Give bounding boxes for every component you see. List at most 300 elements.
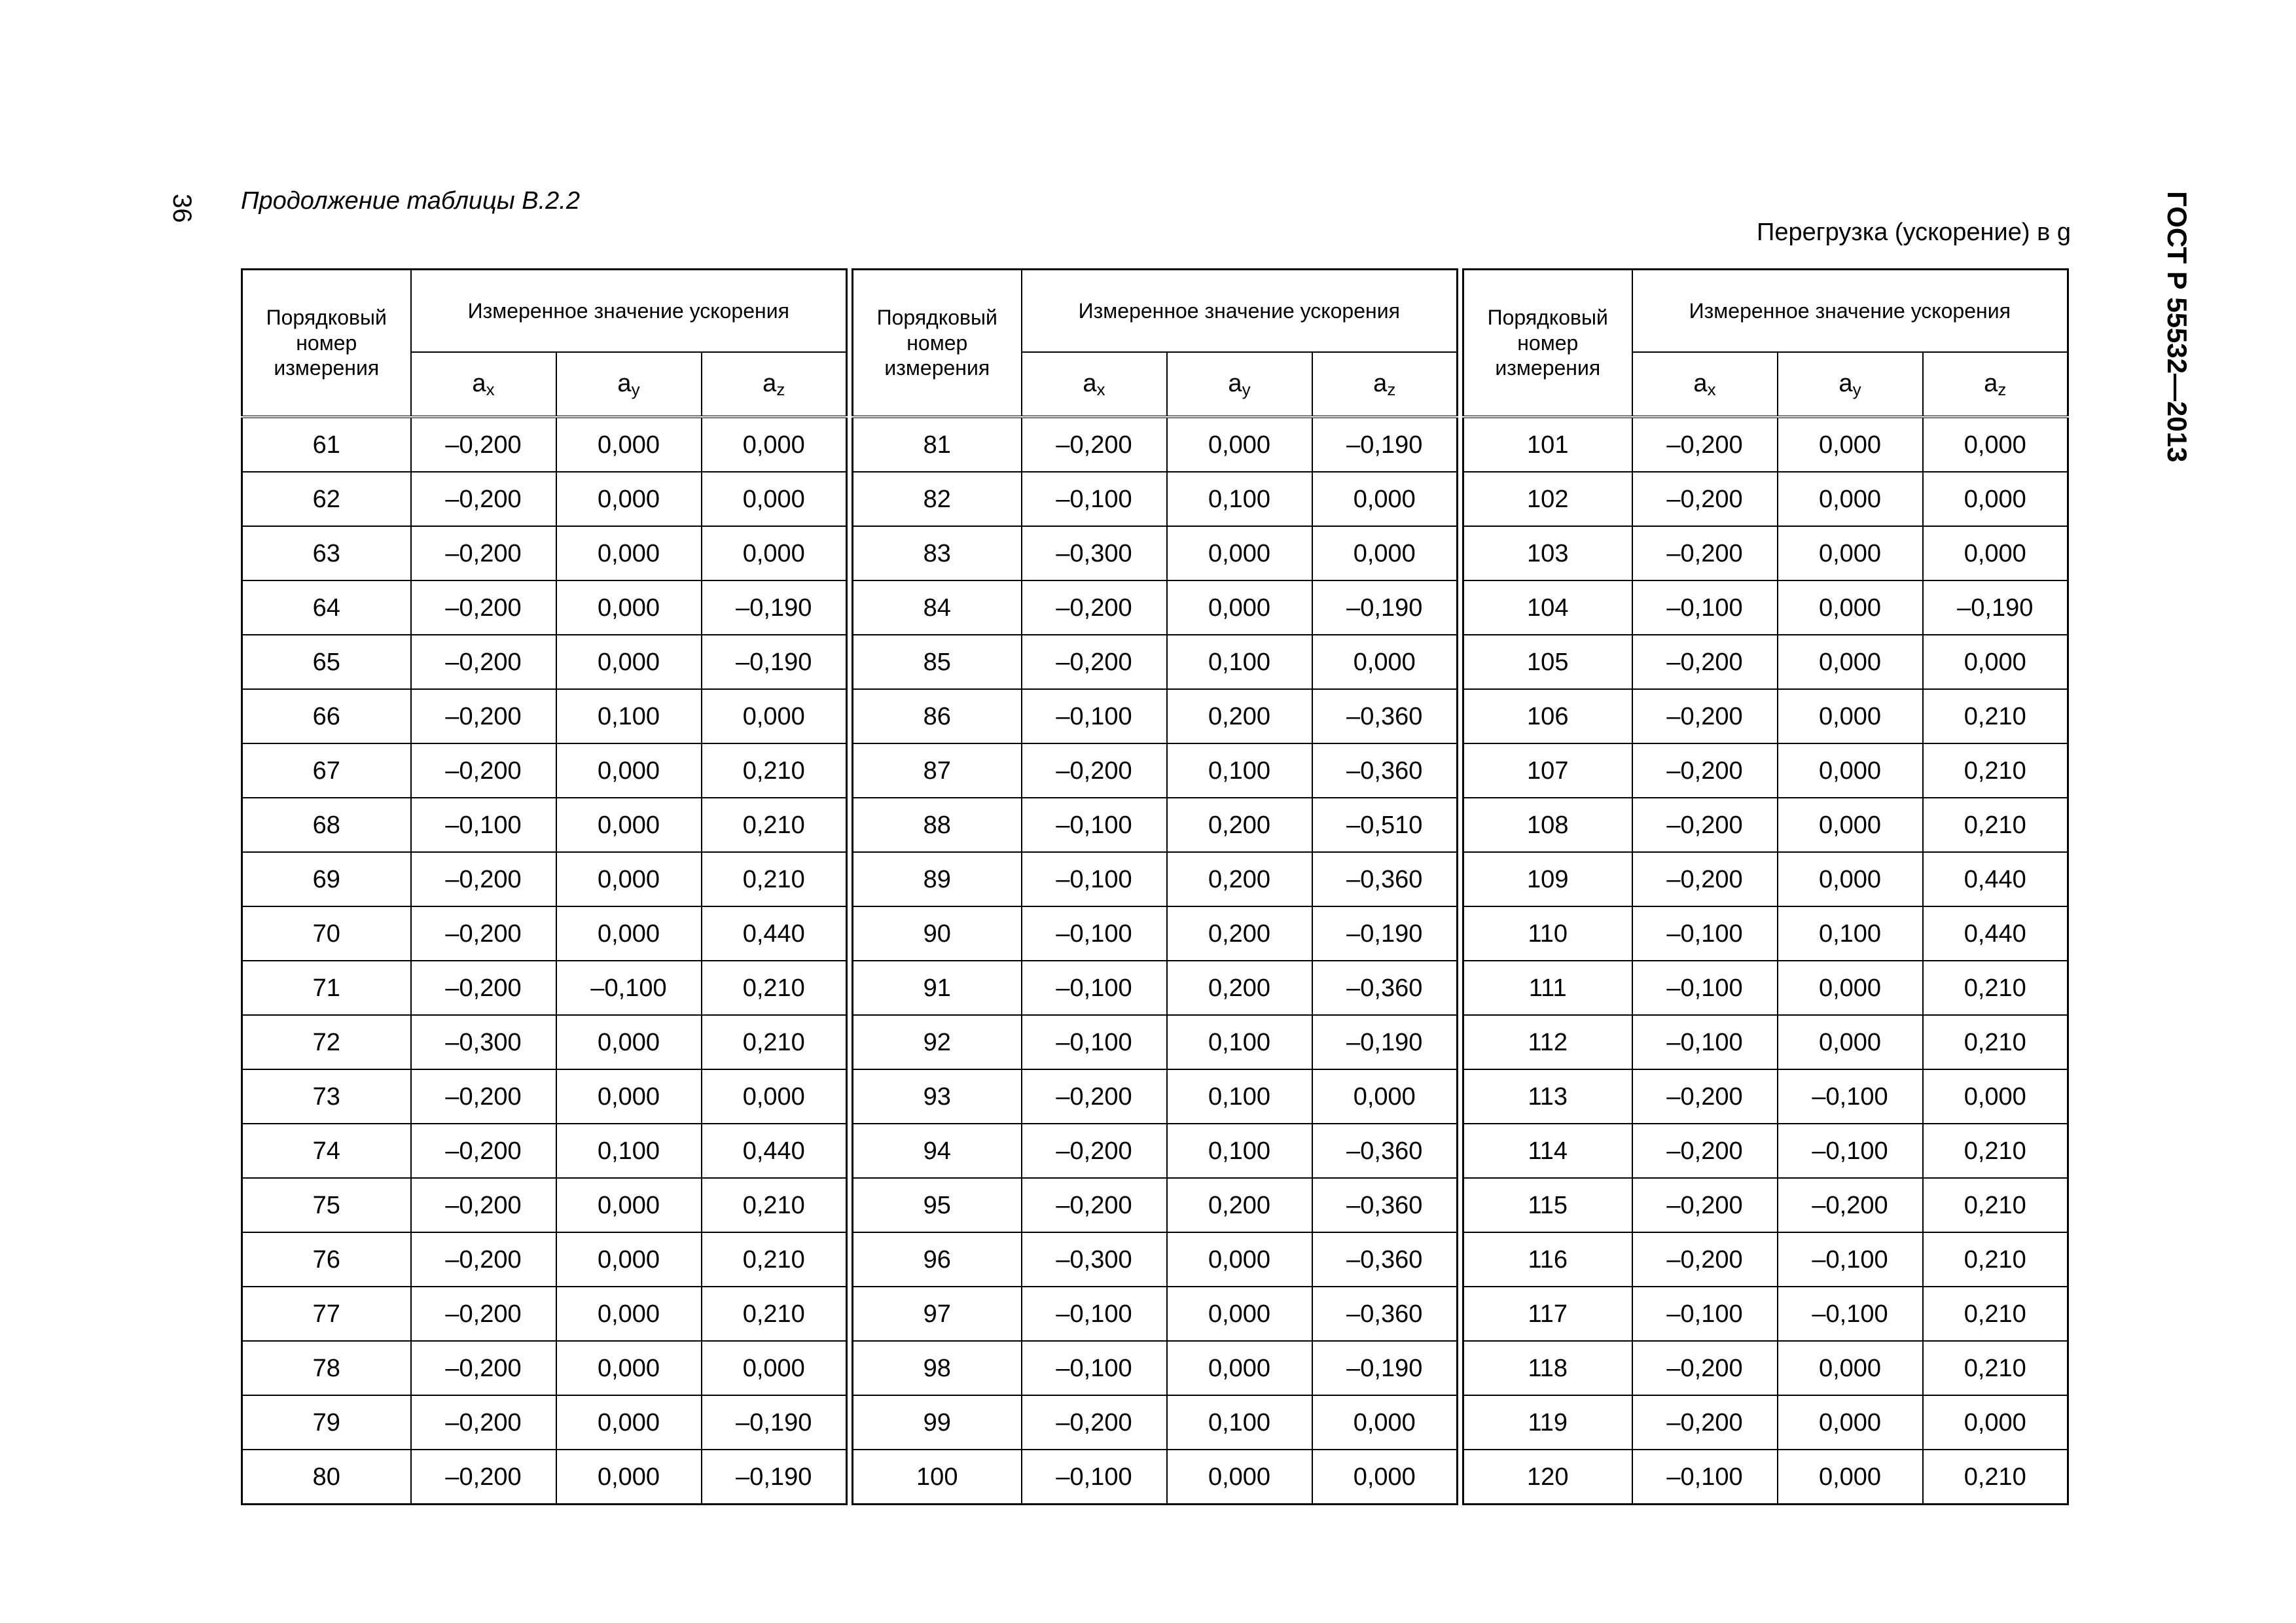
cell-measurement-number: 64 (242, 580, 411, 635)
cell-value-ax: –0,200 (1632, 1341, 1778, 1395)
cell-measurement-number: 97 (853, 1287, 1022, 1341)
header-measured-value: Измеренное значение ускорения (411, 270, 847, 353)
table-row (1463, 798, 2068, 852)
cell-value-ay: 0,000 (1778, 1015, 1923, 1069)
cell-value-ay: 0,000 (1778, 472, 1923, 526)
cell-measurement-number: 70 (242, 906, 411, 961)
cell-measurement-number: 72 (242, 1015, 411, 1069)
cell-value-ax: –0,100 (1632, 961, 1778, 1015)
cell-measurement-number: 73 (242, 1069, 411, 1124)
cell-value-ax: –0,200 (411, 906, 556, 961)
cell-value-az: 0,000 (702, 417, 847, 472)
cell-measurement-number: 66 (242, 689, 411, 743)
cell-value-ax: –0,200 (1632, 689, 1778, 743)
cell-value-ax: –0,200 (411, 1341, 556, 1395)
cell-value-az: 0,440 (702, 1124, 847, 1178)
cell-value-ay: 0,000 (556, 1015, 702, 1069)
axis-subscript: y (1242, 379, 1251, 399)
cell-measurement-number: 74 (242, 1124, 411, 1178)
cell-value-az: –0,360 (1312, 1178, 1458, 1232)
cell-value-ax: –0,200 (1632, 1395, 1778, 1450)
axis-symbol: a (1984, 369, 1998, 397)
table-row (242, 798, 847, 852)
cell-measurement-number: 61 (242, 417, 411, 472)
table-row (853, 961, 1458, 1015)
cell-value-ay: 0,000 (1167, 1341, 1312, 1395)
table-row (853, 472, 1458, 526)
cell-value-az: 0,000 (702, 472, 847, 526)
cell-value-ax: –0,100 (1632, 906, 1778, 961)
cell-value-az: 0,000 (702, 526, 847, 580)
cell-measurement-number: 63 (242, 526, 411, 580)
table-row (242, 526, 847, 580)
cell-value-ay: 0,000 (556, 798, 702, 852)
table-row (853, 417, 1458, 472)
cell-value-ay: 0,000 (556, 1341, 702, 1395)
cell-value-az: 0,210 (1923, 689, 2068, 743)
axis-subscript: y (631, 379, 640, 399)
table-row (1463, 417, 2068, 472)
axis-symbol: a (762, 369, 777, 397)
table-row (853, 635, 1458, 689)
cell-measurement-number: 62 (242, 472, 411, 526)
cell-value-ay: 0,000 (556, 526, 702, 580)
page-number: 36 (168, 194, 196, 223)
cell-value-az: –0,360 (1312, 1232, 1458, 1287)
table-row (242, 1069, 847, 1124)
cell-value-ax: –0,200 (1632, 1178, 1778, 1232)
cell-measurement-number: 75 (242, 1178, 411, 1232)
table-row (242, 906, 847, 961)
cell-measurement-number: 83 (853, 526, 1022, 580)
cell-value-ax: –0,200 (411, 1232, 556, 1287)
cell-measurement-number: 94 (853, 1124, 1022, 1178)
cell-value-ay: 0,200 (1167, 852, 1312, 906)
cell-value-az: –0,360 (1312, 961, 1458, 1015)
cell-value-ay: 0,000 (1778, 961, 1923, 1015)
cell-value-az: 0,440 (1923, 906, 2068, 961)
cell-value-ay: 0,000 (1167, 526, 1312, 580)
cell-measurement-number: 115 (1463, 1178, 1632, 1232)
cell-value-ax: –0,200 (411, 635, 556, 689)
table-row (853, 526, 1458, 580)
table-row (242, 580, 847, 635)
cell-value-az: 0,210 (1923, 1287, 2068, 1341)
cell-value-az: 0,000 (1923, 526, 2068, 580)
cell-measurement-number: 69 (242, 852, 411, 906)
cell-value-ax: –0,200 (411, 1450, 556, 1505)
cell-measurement-number: 67 (242, 743, 411, 798)
cell-value-ay: 0,000 (1778, 635, 1923, 689)
cell-value-ax: –0,200 (1632, 852, 1778, 906)
cell-measurement-number: 114 (1463, 1124, 1632, 1178)
table-row (1463, 961, 2068, 1015)
cell-measurement-number: 80 (242, 1450, 411, 1505)
cell-value-az: 0,210 (1923, 1124, 2068, 1178)
cell-value-ay: 0,200 (1167, 961, 1312, 1015)
cell-value-az: 0,210 (702, 1015, 847, 1069)
table-row (853, 1178, 1458, 1232)
cell-measurement-number: 92 (853, 1015, 1022, 1069)
cell-value-az: 0,000 (1312, 1395, 1458, 1450)
cell-value-az: 0,000 (1923, 1069, 2068, 1124)
cell-value-ay: –0,200 (1778, 1178, 1923, 1232)
cell-value-ay: 0,100 (1167, 1015, 1312, 1069)
cell-measurement-number: 79 (242, 1395, 411, 1450)
cell-measurement-number: 98 (853, 1341, 1022, 1395)
cell-value-ax: –0,200 (1632, 798, 1778, 852)
cell-value-ay: 0,000 (556, 1395, 702, 1450)
table-row (1463, 852, 2068, 906)
cell-value-az: –0,190 (1312, 417, 1458, 472)
table-row (242, 1124, 847, 1178)
cell-value-ax: –0,200 (1632, 1069, 1778, 1124)
header-measurement-number: Порядковый номер измерения (853, 270, 1022, 418)
cell-value-ay: 0,000 (556, 1287, 702, 1341)
cell-measurement-number: 101 (1463, 417, 1632, 472)
cell-measurement-number: 105 (1463, 635, 1632, 689)
header-measurement-number: Порядковый номер измерения (1463, 270, 1632, 418)
cell-value-ay: 0,000 (1778, 417, 1923, 472)
cell-value-ax: –0,100 (411, 798, 556, 852)
cell-value-ay: 0,000 (556, 417, 702, 472)
cell-value-ay: 0,100 (1167, 635, 1312, 689)
cell-value-ay: 0,000 (556, 1232, 702, 1287)
cell-value-ax: –0,200 (1632, 1124, 1778, 1178)
cell-value-ax: –0,100 (1022, 1341, 1167, 1395)
cell-measurement-number: 113 (1463, 1069, 1632, 1124)
cell-value-ay: 0,000 (556, 635, 702, 689)
table-row (853, 906, 1458, 961)
cell-value-ay: 0,000 (1167, 580, 1312, 635)
table-row (242, 472, 847, 526)
header-measured-value: Измеренное значение ускорения (1022, 270, 1458, 353)
cell-value-ax: –0,200 (1022, 1124, 1167, 1178)
cell-value-az: 0,000 (702, 1069, 847, 1124)
table-row (853, 798, 1458, 852)
cell-value-ay: 0,000 (1778, 580, 1923, 635)
cell-value-ay: 0,000 (556, 580, 702, 635)
cell-value-ax: –0,100 (1022, 472, 1167, 526)
cell-value-az: 0,210 (1923, 743, 2068, 798)
cell-value-ay: 0,100 (556, 689, 702, 743)
cell-value-ax: –0,100 (1022, 689, 1167, 743)
cell-value-ay: 0,000 (556, 852, 702, 906)
cell-measurement-number: 120 (1463, 1450, 1632, 1505)
table-row (242, 1395, 847, 1450)
cell-value-az: –0,360 (1312, 1124, 1458, 1178)
cell-value-az: –0,190 (702, 635, 847, 689)
cell-measurement-number: 81 (853, 417, 1022, 472)
cell-measurement-number: 108 (1463, 798, 1632, 852)
cell-value-ay: 0,200 (1167, 1178, 1312, 1232)
cell-value-ay: 0,000 (1778, 852, 1923, 906)
cell-value-ax: –0,100 (1022, 906, 1167, 961)
header-axis-y (1778, 352, 1923, 417)
cell-measurement-number: 107 (1463, 743, 1632, 798)
cell-value-ax: –0,100 (1022, 1450, 1167, 1505)
cell-value-az: –0,510 (1312, 798, 1458, 852)
table-row (1463, 580, 2068, 635)
table-row (242, 1287, 847, 1341)
cell-value-ax: –0,200 (1022, 417, 1167, 472)
cell-value-ay: 0,000 (556, 906, 702, 961)
cell-value-az: –0,190 (1312, 580, 1458, 635)
table-row (1463, 906, 2068, 961)
cell-value-az: 0,000 (1312, 635, 1458, 689)
cell-value-ay: 0,100 (1167, 743, 1312, 798)
cell-measurement-number: 78 (242, 1341, 411, 1395)
cell-value-az: –0,190 (702, 580, 847, 635)
cell-measurement-number: 119 (1463, 1395, 1632, 1450)
cell-value-ax: –0,300 (411, 1015, 556, 1069)
header-axis-x (1632, 352, 1778, 417)
cell-value-ax: –0,200 (411, 689, 556, 743)
cell-measurement-number: 111 (1463, 961, 1632, 1015)
cell-measurement-number: 68 (242, 798, 411, 852)
cell-value-az: 0,210 (702, 1178, 847, 1232)
table-row (1463, 1069, 2068, 1124)
cell-value-az: –0,190 (1923, 580, 2068, 635)
cell-value-az: 0,210 (702, 1287, 847, 1341)
cell-value-az: 0,000 (1923, 417, 2068, 472)
table-row (1463, 472, 2068, 526)
cell-value-ax: –0,200 (1022, 1069, 1167, 1124)
table-row (853, 743, 1458, 798)
header-axis-z (1312, 352, 1458, 417)
cell-value-ay: 0,000 (1778, 526, 1923, 580)
cell-value-ax: –0,300 (1022, 1232, 1167, 1287)
axis-symbol: a (1839, 369, 1853, 397)
cell-measurement-number: 65 (242, 635, 411, 689)
cell-value-ay: 0,100 (556, 1124, 702, 1178)
table-row (853, 1069, 1458, 1124)
cell-measurement-number: 71 (242, 961, 411, 1015)
table-row (1463, 1450, 2068, 1505)
cell-value-ay: 0,000 (1778, 798, 1923, 852)
cell-value-az: 0,000 (1312, 1069, 1458, 1124)
cell-value-az: 0,210 (1923, 1178, 2068, 1232)
header-axis-z (702, 352, 847, 417)
cell-value-ax: –0,100 (1632, 1450, 1778, 1505)
cell-measurement-number: 88 (853, 798, 1022, 852)
cell-value-ax: –0,200 (411, 743, 556, 798)
cell-value-ax: –0,300 (1022, 526, 1167, 580)
cell-value-ay: 0,100 (1167, 1124, 1312, 1178)
table-row (1463, 1341, 2068, 1395)
cell-value-ax: –0,200 (1022, 1395, 1167, 1450)
cell-measurement-number: 110 (1463, 906, 1632, 961)
cell-value-ax: –0,100 (1022, 1015, 1167, 1069)
cell-value-ax: –0,100 (1632, 580, 1778, 635)
cell-value-az: –0,360 (1312, 852, 1458, 906)
table-row (853, 1450, 1458, 1505)
table-row (853, 1341, 1458, 1395)
cell-measurement-number: 103 (1463, 526, 1632, 580)
table-row (242, 1450, 847, 1505)
table-row (1463, 1178, 2068, 1232)
cell-value-ay: 0,100 (1167, 1395, 1312, 1450)
cell-measurement-number: 86 (853, 689, 1022, 743)
table-row (853, 689, 1458, 743)
cell-value-ay: –0,100 (1778, 1232, 1923, 1287)
cell-value-ay: –0,100 (1778, 1124, 1923, 1178)
cell-value-ay: 0,000 (1167, 417, 1312, 472)
cell-measurement-number: 77 (242, 1287, 411, 1341)
table-block (852, 268, 1458, 1505)
cell-value-ax: –0,200 (1632, 472, 1778, 526)
table-row (1463, 1395, 2068, 1450)
cell-measurement-number: 85 (853, 635, 1022, 689)
axis-subscript: x (486, 379, 495, 399)
cell-measurement-number: 109 (1463, 852, 1632, 906)
cell-measurement-number: 100 (853, 1450, 1022, 1505)
table-row (1463, 1287, 2068, 1341)
units-note: Перегрузка (ускорение) в g (1757, 219, 2071, 246)
table-row (242, 852, 847, 906)
cell-value-ax: –0,100 (1632, 1015, 1778, 1069)
cell-value-az: –0,360 (1312, 1287, 1458, 1341)
cell-value-az: 0,210 (702, 852, 847, 906)
cell-value-ax: –0,200 (411, 1069, 556, 1124)
cell-value-az: –0,190 (1312, 1341, 1458, 1395)
cell-value-ay: 0,000 (556, 1069, 702, 1124)
table-row (1463, 1124, 2068, 1178)
cell-value-az: 0,000 (702, 689, 847, 743)
cell-value-ay: 0,100 (1167, 472, 1312, 526)
axis-symbol: a (1228, 369, 1242, 397)
cell-measurement-number: 95 (853, 1178, 1022, 1232)
cell-value-ay: 0,000 (556, 1450, 702, 1505)
axis-subscript: x (1707, 379, 1716, 399)
axis-subscript: x (1096, 379, 1105, 399)
cell-measurement-number: 118 (1463, 1341, 1632, 1395)
cell-value-ay: –0,100 (1778, 1287, 1923, 1341)
cell-value-az: 0,000 (1923, 635, 2068, 689)
cell-value-ay: 0,000 (1167, 1232, 1312, 1287)
cell-value-az: –0,190 (702, 1450, 847, 1505)
axis-symbol: a (472, 369, 486, 397)
cell-value-az: 0,210 (702, 798, 847, 852)
cell-value-ay: –0,100 (556, 961, 702, 1015)
table-caption: Продолжение таблицы В.2.2 (241, 187, 580, 215)
cell-value-ax: –0,200 (411, 580, 556, 635)
cell-measurement-number: 99 (853, 1395, 1022, 1450)
cell-value-ay: 0,100 (1778, 906, 1923, 961)
cell-measurement-number: 112 (1463, 1015, 1632, 1069)
table-row (1463, 1232, 2068, 1287)
table-row (853, 852, 1458, 906)
axis-symbol: a (1693, 369, 1708, 397)
table-row (853, 1124, 1458, 1178)
cell-value-ax: –0,200 (1632, 635, 1778, 689)
cell-value-az: –0,190 (1312, 1015, 1458, 1069)
cell-value-ax: –0,200 (411, 961, 556, 1015)
cell-value-ax: –0,100 (1022, 961, 1167, 1015)
table-row (1463, 1015, 2068, 1069)
cell-value-ay: 0,000 (1778, 743, 1923, 798)
table-row (853, 580, 1458, 635)
cell-value-ax: –0,200 (411, 852, 556, 906)
table-row (242, 743, 847, 798)
cell-value-ay: 0,000 (556, 1178, 702, 1232)
axis-subscript: z (1387, 379, 1396, 399)
cell-measurement-number: 106 (1463, 689, 1632, 743)
table-row (242, 1178, 847, 1232)
table-row (242, 689, 847, 743)
cell-value-ax: –0,100 (1022, 798, 1167, 852)
cell-value-ay: 0,000 (1778, 1341, 1923, 1395)
cell-value-ax: –0,200 (1022, 635, 1167, 689)
header-axis-y (556, 352, 702, 417)
cell-measurement-number: 89 (853, 852, 1022, 906)
cell-value-ax: –0,200 (1632, 743, 1778, 798)
cell-measurement-number: 90 (853, 906, 1022, 961)
cell-value-ay: 0,100 (1167, 1069, 1312, 1124)
cell-value-ax: –0,200 (411, 1124, 556, 1178)
table-row (242, 635, 847, 689)
cell-value-az: 0,000 (1312, 472, 1458, 526)
table-row (242, 1341, 847, 1395)
cell-value-ax: –0,100 (1632, 1287, 1778, 1341)
cell-measurement-number: 84 (853, 580, 1022, 635)
cell-measurement-number: 104 (1463, 580, 1632, 635)
cell-measurement-number: 102 (1463, 472, 1632, 526)
header-axis-y (1167, 352, 1312, 417)
cell-value-ax: –0,200 (1632, 1232, 1778, 1287)
cell-value-az: 0,210 (1923, 1450, 2068, 1505)
cell-value-ay: 0,000 (1167, 1450, 1312, 1505)
cell-value-az: 0,000 (1923, 472, 2068, 526)
header-axis-x (1022, 352, 1167, 417)
cell-value-az: 0,210 (1923, 961, 2068, 1015)
cell-measurement-number: 93 (853, 1069, 1022, 1124)
cell-value-az: 0,210 (702, 1232, 847, 1287)
table-block (1462, 268, 2069, 1505)
cell-measurement-number: 91 (853, 961, 1022, 1015)
cell-value-az: –0,360 (1312, 689, 1458, 743)
cell-value-az: 0,000 (1923, 1395, 2068, 1450)
cell-value-az: 0,210 (1923, 798, 2068, 852)
cell-measurement-number: 117 (1463, 1287, 1632, 1341)
cell-value-az: –0,190 (702, 1395, 847, 1450)
cell-value-ax: –0,200 (1022, 580, 1167, 635)
cell-value-az: 0,000 (1312, 1450, 1458, 1505)
cell-value-az: 0,000 (1312, 526, 1458, 580)
cell-value-ay: 0,000 (1167, 1287, 1312, 1341)
table-row (853, 1395, 1458, 1450)
cell-value-az: 0,440 (1923, 852, 2068, 906)
table-row (1463, 526, 2068, 580)
cell-value-ax: –0,200 (1632, 417, 1778, 472)
table-row (853, 1015, 1458, 1069)
cell-value-ay: –0,100 (1778, 1069, 1923, 1124)
axis-subscript: y (1852, 379, 1861, 399)
cell-value-ax: –0,200 (411, 472, 556, 526)
cell-measurement-number: 87 (853, 743, 1022, 798)
cell-value-ax: –0,200 (411, 1395, 556, 1450)
header-axis-x (411, 352, 556, 417)
cell-measurement-number: 82 (853, 472, 1022, 526)
axis-symbol: a (1083, 369, 1097, 397)
cell-value-ay: 0,200 (1167, 906, 1312, 961)
cell-value-ax: –0,200 (411, 526, 556, 580)
cell-value-ay: 0,000 (1778, 689, 1923, 743)
cell-value-ax: –0,100 (1022, 1287, 1167, 1341)
cell-measurement-number: 116 (1463, 1232, 1632, 1287)
axis-symbol: a (1373, 369, 1388, 397)
cell-value-az: 0,000 (702, 1341, 847, 1395)
